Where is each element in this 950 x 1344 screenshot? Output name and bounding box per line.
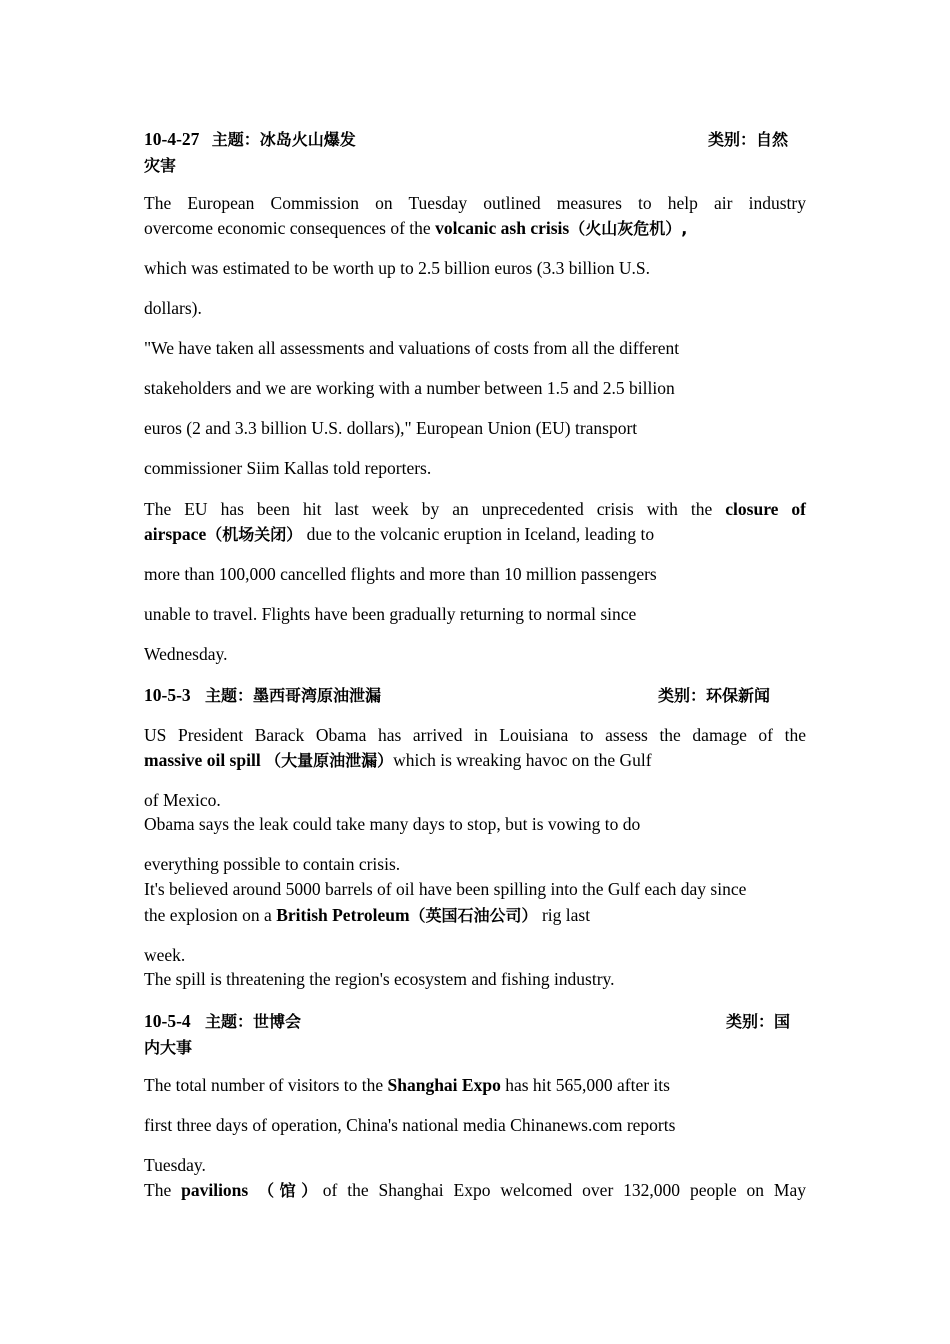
section-2-line: The spill is threatening the region's ecosystem and fishing industry. (144, 969, 615, 989)
section-2-topic-label: 主题： (205, 686, 254, 705)
section-1-line: Wednesday. (144, 644, 228, 664)
text-run: rig last (537, 905, 591, 925)
key-term-translation: （机场关闭） (206, 525, 303, 544)
text-run: of the Shanghai Expo welcomed over 132,000 people on May (322, 1180, 806, 1200)
section-2-category (658, 682, 770, 709)
section-1-category-value: 自然 (756, 130, 789, 149)
text-run: which is wreaking havoc on the Gulf (393, 750, 652, 770)
key-term-translation: （火山灰危机）, (569, 219, 688, 238)
section-3-category (726, 1008, 790, 1035)
text-run: The total number of visitors to the (144, 1075, 388, 1095)
section-1-topic: 冰岛火山爆发 (259, 130, 356, 149)
key-term-translation: （馆） (258, 1181, 323, 1200)
section-1-heading (144, 126, 806, 153)
section-1-line: commissioner Siim Kallas told reporters. (144, 458, 432, 478)
key-term: closure of (725, 499, 806, 519)
section-2-line: Obama says the leak could take many days to stop, but is vowing to do (144, 814, 641, 834)
section-1-paragraph-1-line-2 (144, 216, 687, 241)
section-2-line: week. (144, 945, 186, 965)
key-term: Shanghai Expo (387, 1075, 501, 1095)
text-run: has hit 565,000 after its (500, 1075, 670, 1095)
key-term-translation: （大量原油泄漏） (265, 751, 394, 770)
section-3-category-continued (144, 1034, 806, 1061)
section-3-category-label: 类别： (726, 1012, 775, 1031)
section-1-paragraph-1-line-1 (144, 190, 806, 216)
section-1-line: stakeholders and we are working with a number between 1.5 and 2.5 billion (144, 378, 675, 398)
section-2-heading (144, 682, 806, 709)
key-term-translation: （英国石油公司） (409, 906, 538, 925)
section-3-line: Tuesday. (144, 1155, 206, 1175)
section-1-line: dollars). (144, 298, 202, 318)
section-1-paragraph-8-line-2 (144, 522, 654, 547)
section-2-paragraph-6 (144, 903, 590, 928)
text-run: The European Commission on Tuesday outlined measures to help air industry (144, 193, 806, 213)
section-2-line: of Mexico. (144, 790, 221, 810)
section-1-topic-label: 主题： (211, 130, 260, 149)
section-2-topic: 墨西哥湾原油泄漏 (253, 686, 382, 705)
section-1-paragraph-8-line-1 (144, 496, 806, 522)
section-1-category-continued (144, 152, 806, 179)
key-term: airspace (144, 524, 207, 544)
section-2-line: everything possible to contain crisis. (144, 854, 401, 874)
section-1-category (708, 126, 788, 153)
section-2-paragraph-1-line-2 (144, 748, 652, 773)
section-1-date: 10-4-27 (144, 129, 200, 149)
text-run: US President Barack Obama has arrived in Louisiana to assess the damage of the (144, 725, 806, 745)
section-1-line: "We have taken all assessments and valuations of costs from all the different (144, 338, 680, 358)
section-2-paragraph-1-line-1 (144, 722, 806, 748)
section-3-topic-label: 主题： (205, 1012, 254, 1031)
section-2-category-value: 环保新闻 (706, 686, 771, 705)
section-2-date: 10-5-3 (144, 685, 191, 705)
key-term: massive oil spill (144, 750, 261, 770)
text-run: the explosion on a (144, 905, 277, 925)
text-run: The EU has been hit last week by an unprecedented crisis with the (144, 499, 726, 519)
section-1-category-label: 类别： (708, 130, 757, 149)
section-2-line: It's believed around 5000 barrels of oil have been spilling into the Gulf each day since (144, 879, 747, 899)
text-run: overcome economic consequences of the (144, 218, 436, 238)
key-term: pavilions (181, 1180, 249, 1200)
key-term: British Petroleum (276, 905, 410, 925)
section-1-line: more than 100,000 cancelled flights and more than 10 million passengers (144, 564, 657, 584)
section-1-line: unable to travel. Flights have been gradually returning to normal since (144, 604, 637, 624)
section-1-line: euros (2 and 3.3 billion U.S. dollars)," European Union (EU) transport (144, 418, 638, 438)
section-1-line: which was estimated to be worth up to 2.5 billion euros (3.3 billion U.S. (144, 258, 650, 278)
section-3-paragraph-4 (144, 1177, 806, 1204)
section-3-topic: 世博会 (253, 1012, 302, 1031)
section-3-date: 10-5-4 (144, 1011, 191, 1031)
key-term: volcanic ash crisis (435, 218, 570, 238)
section-2-category-label: 类别： (658, 686, 707, 705)
text-run: The (144, 1180, 182, 1200)
section-3-heading (144, 1008, 806, 1035)
section-3-paragraph-1 (144, 1073, 670, 1097)
section-3-category-value-2: 内大事 (144, 1038, 193, 1057)
section-3-line: first three days of operation, China's national media Chinanews.com reports (144, 1115, 676, 1135)
section-1-category-value-2: 灾害 (144, 156, 177, 175)
section-3-category-value: 国 (774, 1012, 791, 1031)
text-run: due to the volcanic eruption in Iceland, leading to (302, 524, 655, 544)
